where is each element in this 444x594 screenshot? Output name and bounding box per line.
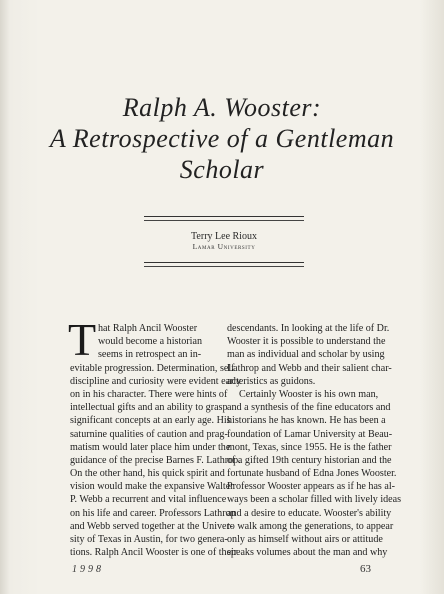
title-line-2: A Retrospective of a Gentleman — [49, 124, 395, 153]
text-line: discipline and curiosity were evident early — [70, 375, 242, 387]
text-line: man as individual and scholar by using — [227, 349, 385, 361]
text-line: historians he has known. He has been a — [227, 415, 386, 427]
bottom-rule-thick — [144, 262, 304, 263]
text-line: vision would make the expansive Walter — [70, 481, 234, 493]
text-line: Wooster it is possible to understand the — [227, 336, 386, 348]
text-line: would become a historian — [98, 336, 202, 348]
text-line: and a synthesis of the fine educators and — [227, 402, 391, 414]
text-line: On the other hand, his quick spirit and — [70, 468, 225, 480]
text-line: foundation of Lamar University at Beau- — [227, 428, 393, 440]
text-line: and Webb served together at the Univer- — [70, 520, 234, 532]
text-line: fortunate husband of Edna Jones Wooster. — [227, 468, 397, 480]
text-line: intellectual gifts and an ability to grasp — [70, 402, 228, 414]
text-line: Lathrop and Webb and their salient char- — [227, 362, 392, 374]
text-line: tions. Ralph Ancil Wooster is one of their — [70, 547, 238, 559]
text-line: descendants. In looking at the life of Dr. — [227, 323, 390, 334]
page-number: 63 — [360, 563, 371, 575]
footer-year: 1998 — [72, 564, 104, 575]
text-line: speaks volumes about the man and why — [227, 547, 388, 559]
text-line: Professor Wooster appears as if he has al- — [227, 481, 396, 493]
text-line: guidance of the precise Barnes F. Lathrop. — [70, 454, 241, 466]
author-affiliation: Lamar University — [192, 242, 256, 251]
text-line: on his life and career. Professors Lathrop — [70, 507, 236, 519]
body-column-left — [68, 314, 242, 559]
text-line: Certainly Wooster is his own man, — [239, 388, 379, 400]
text-line: only as himself without airs or attitude — [227, 534, 383, 545]
body-column-right — [227, 322, 402, 559]
drop-cap: T — [68, 314, 97, 365]
text-line: on in his character. There were hints of — [70, 388, 228, 400]
text-line: to walk among the generations, to appear — [227, 520, 394, 532]
text-line: sity of Texas in Austin, for two genera- — [70, 534, 228, 545]
title-line-1: Ralph A. Wooster: — [122, 93, 322, 122]
top-rule-thin — [144, 220, 304, 221]
top-rule-thick — [144, 216, 304, 217]
text-line: of a gifted 19th century historian and the — [227, 454, 392, 466]
text-line: significant concepts at an early age. His — [70, 415, 231, 427]
author-name: Terry Lee Rioux — [191, 231, 257, 242]
text-line: matism would later place him under the — [70, 441, 231, 453]
text-line: hat Ralph Ancil Wooster — [98, 323, 198, 334]
article-title — [20, 92, 424, 185]
bottom-rule-thin — [144, 266, 304, 267]
text-line: P. Webb a recurrent and vital influence — [70, 494, 227, 506]
title-line-3: Scholar — [179, 155, 265, 184]
text-line: acteristics as guidons. — [227, 375, 316, 387]
text-line: and a desire to educate. Wooster's ability — [227, 507, 392, 519]
text-line: ways been a scholar filled with lively ideas — [227, 494, 402, 506]
text-line: seems in retrospect an in- — [98, 349, 202, 361]
text-line: evitable progression. Determination, self — [70, 362, 235, 374]
text-line: mont, Texas, since 1955. He is the father — [227, 441, 392, 453]
text-line: saturnine qualities of caution and prag- — [70, 428, 228, 440]
